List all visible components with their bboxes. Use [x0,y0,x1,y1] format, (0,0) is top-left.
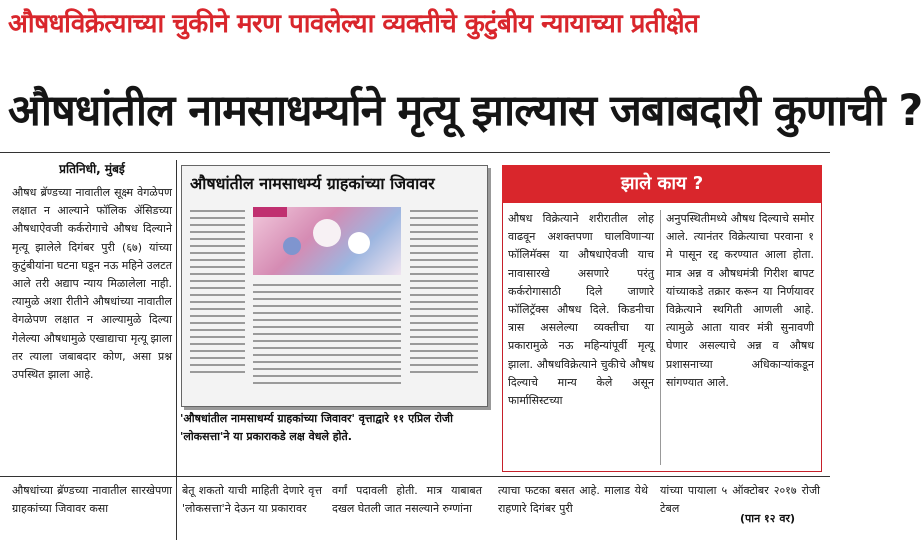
clipping-photo [253,207,401,275]
column-divider [176,160,177,540]
bottom-column-2 [182,482,322,552]
header-rule [0,152,830,153]
bottom-column-1 [12,482,172,552]
clipping-text-left [190,210,245,378]
inset-title: औषधांतील नामसाधर्म्य ग्राहकांच्या जिवावर [190,174,435,193]
bottom-column-2-text: बेतू शकतो याची माहिती देणारे वृत्त 'लोकसत्ता'ने देऊन या प्रकारावर [182,484,322,516]
bottom-column-1-text: औषधांच्या ब्रॅण्डच्या नावातील सारखेपणा ग्राहकांच्या जिवावर कसा [12,484,172,516]
what-happened-col2 [666,210,814,466]
main-headline: औषधांतील नामसाधर्म्याने मृत्यू झाल्यास जबाबदारी कुणाची ? [8,86,922,136]
inset-caption: 'औषधांतील नामसाधर्म्य ग्राहकांच्या जिवावर' वृत्ताद्वारे ११ एप्रिल रोजी 'लोकसत्ता'ने या प्रकाराकडे लक्ष वेधले होते. [180,412,453,443]
kicker-headline: औषधविक्रेत्याच्या चुकीने मरण पावलेल्या व्यक्तीचे कुटुंबीय न्यायाच्या प्रतीक्षेत [8,9,699,39]
what-happened-header: झाले काय ? [502,165,822,203]
bottom-column-4 [498,482,648,552]
bottom-column-4-text: त्याचा फटका बसत आहे. मालाड येथे राहणारे दिगंबर पुरी [498,484,648,516]
what-happened-col1 [508,210,654,466]
bottom-column-3 [332,482,482,552]
box-divider [660,210,661,465]
bottom-rule [0,476,830,477]
clipping-text-right [410,210,478,378]
bottom-column-5-text: यांच्या पायाला ५ ऑक्टोबर २०१७ रोजी टेबल [660,484,820,516]
bottom-column-3-text: वर्गां पदावली होती. मात्र याबाबत दखल घेतली जात नसल्याने रुग्णांना [332,484,482,516]
clipping-tag [253,207,287,217]
what-happened-col1-text: औषध विक्रेत्याने शरीरातील लोह वाढवून अशक्तपणा घालविणाऱ्या फॉलिमॅक्स या औषधाऐवजी याच नावासारखे असणारे परंतु कर्करोगासाठी दिले जाणारे फॉलिट्रॅक्स औषध दिले. किडनीचा त्रास असलेल्या व्यक्तीचा या प्रकारामुळे नऊ महिन्यांपूर्वी मृत्यू झाला. औषधविक्रेत्याने चुकीचे औषध दिल्याचे मान्य केले असून फार्मासिस्टच्या [508,212,654,408]
what-happened-col2-text: अनुपस्थितीमध्ये औषध दिल्याचे समोर आले. त्यानंतर विक्रेत्याचा परवाना १ मे पासून रद्द करण्यात आला होता. मात्र अन्न व औषधमंत्री गिरीश बापट यांच्याकडे तक्रार करून या निर्णयावर विक्रेत्याने स्थगिती आणली आहे. त्यामुळे आता यावर मंत्री सुनावणी घेणार असल्याचे अन्न व औषध प्रशासनाच्या अधिकाऱ्यांकडून सांगण्यात आले. [666,212,814,389]
byline: प्रतिनिधी, मुंबई [59,162,125,176]
continued-on-page: (पान १२ वर) [740,512,795,525]
bottom-column-5 [660,482,820,516]
left-column [12,184,172,476]
left-column-text: औषध ब्रॅण्डच्या नावातील सूक्ष्म वेगळेपण लक्षात न आल्याने फॉलिक ॲसिडच्या औषधाऐवजी कर्करोगाचे औषध दिल्याने मृत्यू झालेले दिगंबर पुरी (६७) यांच्या कुटुंबीयांना घटना घडून नऊ महिने उलटत आले तरी अद्याप न्याय मिळालेला नाही. त्यामुळे अशा रीतीने औषधांच्या नावातील वेगळेपण लक्षात न आल्यामुळे दिल्या गेलेल्या औषधामुळे एखाद्याचा मृत्यू झाला तर त्याला जबाबदार कोण, असा प्रश्न उपस्थित झाला आहे. [12,186,172,382]
clipping-text-center [253,284,401,389]
